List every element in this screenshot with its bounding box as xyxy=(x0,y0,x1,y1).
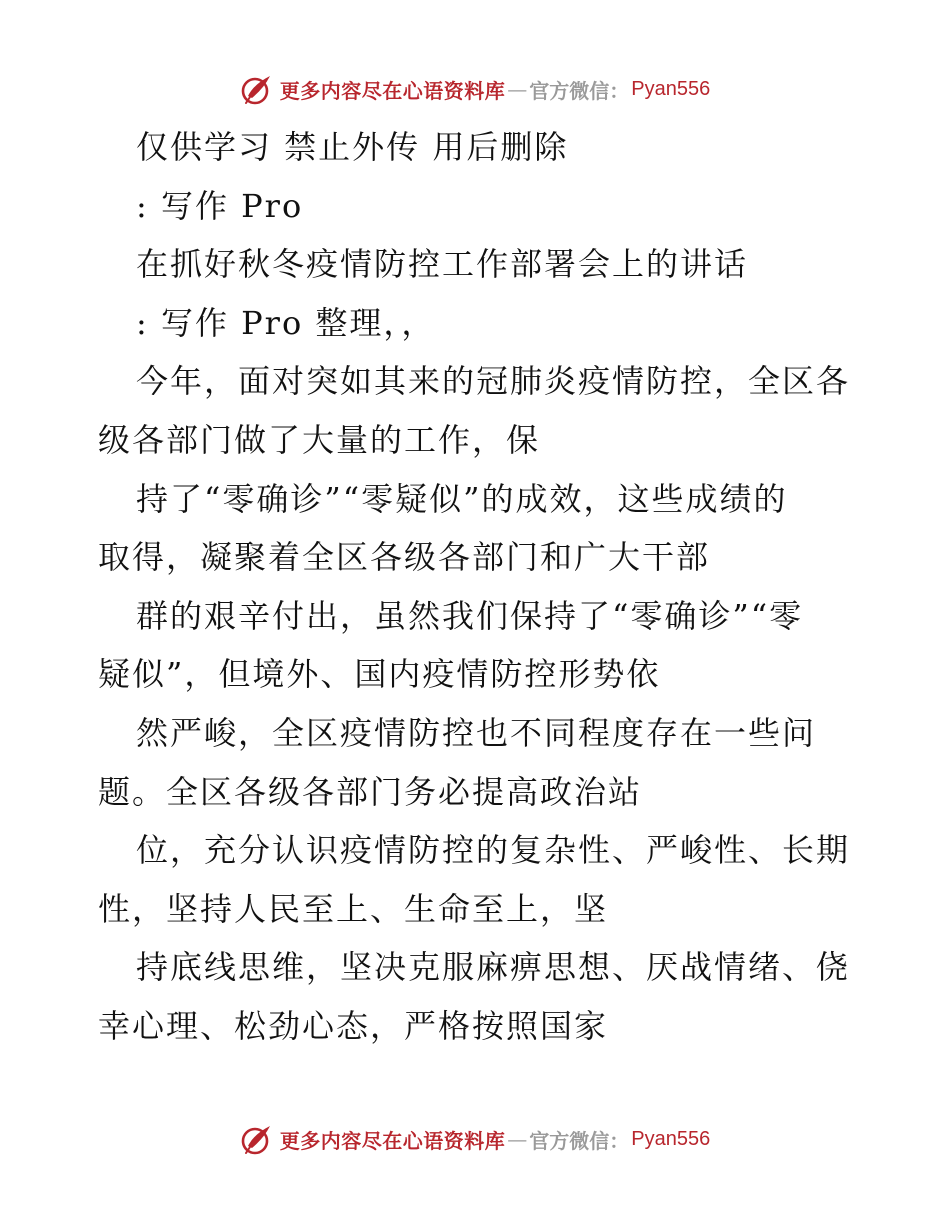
text-line: : 写作 Pro 整理，， xyxy=(136,303,436,342)
footer-banner xyxy=(0,1122,950,1156)
quill-logo-icon xyxy=(240,1122,274,1156)
text-line: 取得，凝聚着全区各级各部门和广大干部 xyxy=(98,538,711,577)
text-line: 级各部门做了大量的工作，保 xyxy=(98,420,541,459)
banner-main-text: 更多内容尽在心语资料库 xyxy=(279,1128,506,1153)
text-line: 幸心理、松劲心态，严格按照国家 xyxy=(98,1006,609,1045)
text-line: 持了“零确诊”“零疑似”的成效，这些成绩的 xyxy=(136,479,788,518)
text-line: 持底线思维，坚决克服麻痹思想、厌战情绪、侥 xyxy=(136,948,851,987)
text-line: 疑似”，但境外、国内疫情防控形势依 xyxy=(98,655,661,694)
document-body xyxy=(98,118,858,1056)
text-line: 仅供学习 禁止外传 用后删除 xyxy=(136,128,569,166)
text-line: : 写作 Pro xyxy=(136,186,304,225)
text-line: 位，充分认识疫情防控的复杂性、严峻性、长期 xyxy=(136,831,851,870)
banner-dash: — xyxy=(507,77,528,101)
text-line: 今年，面对突如其来的冠肺炎疫情防控，全区各 xyxy=(136,362,851,401)
banner-main-text: 更多内容尽在心语资料库 xyxy=(279,78,506,103)
quill-logo-icon xyxy=(240,72,274,106)
banner-wechat-label: 官方微信： xyxy=(529,78,630,103)
text-line: 题。全区各级各部门务必提高政治站 xyxy=(98,772,643,811)
banner-dash: — xyxy=(507,1127,528,1151)
banner-wechat-label: 官方微信： xyxy=(529,1128,630,1153)
text-line: 在抓好秋冬疫情防控工作部署会上的讲话 xyxy=(136,245,749,284)
text-line: 性，坚持人民至上、生命至上，坚 xyxy=(98,889,609,928)
banner-wechat-id: Pyan556 xyxy=(631,77,711,100)
banner-wechat-id: Pyan556 xyxy=(631,1127,711,1150)
text-line: 群的艰辛付出，虽然我们保持了“零确诊”“零 xyxy=(136,596,804,635)
header-banner xyxy=(0,72,950,106)
text-line: 然严峻，全区疫情防控也不同程度存在一些问 xyxy=(136,713,817,752)
